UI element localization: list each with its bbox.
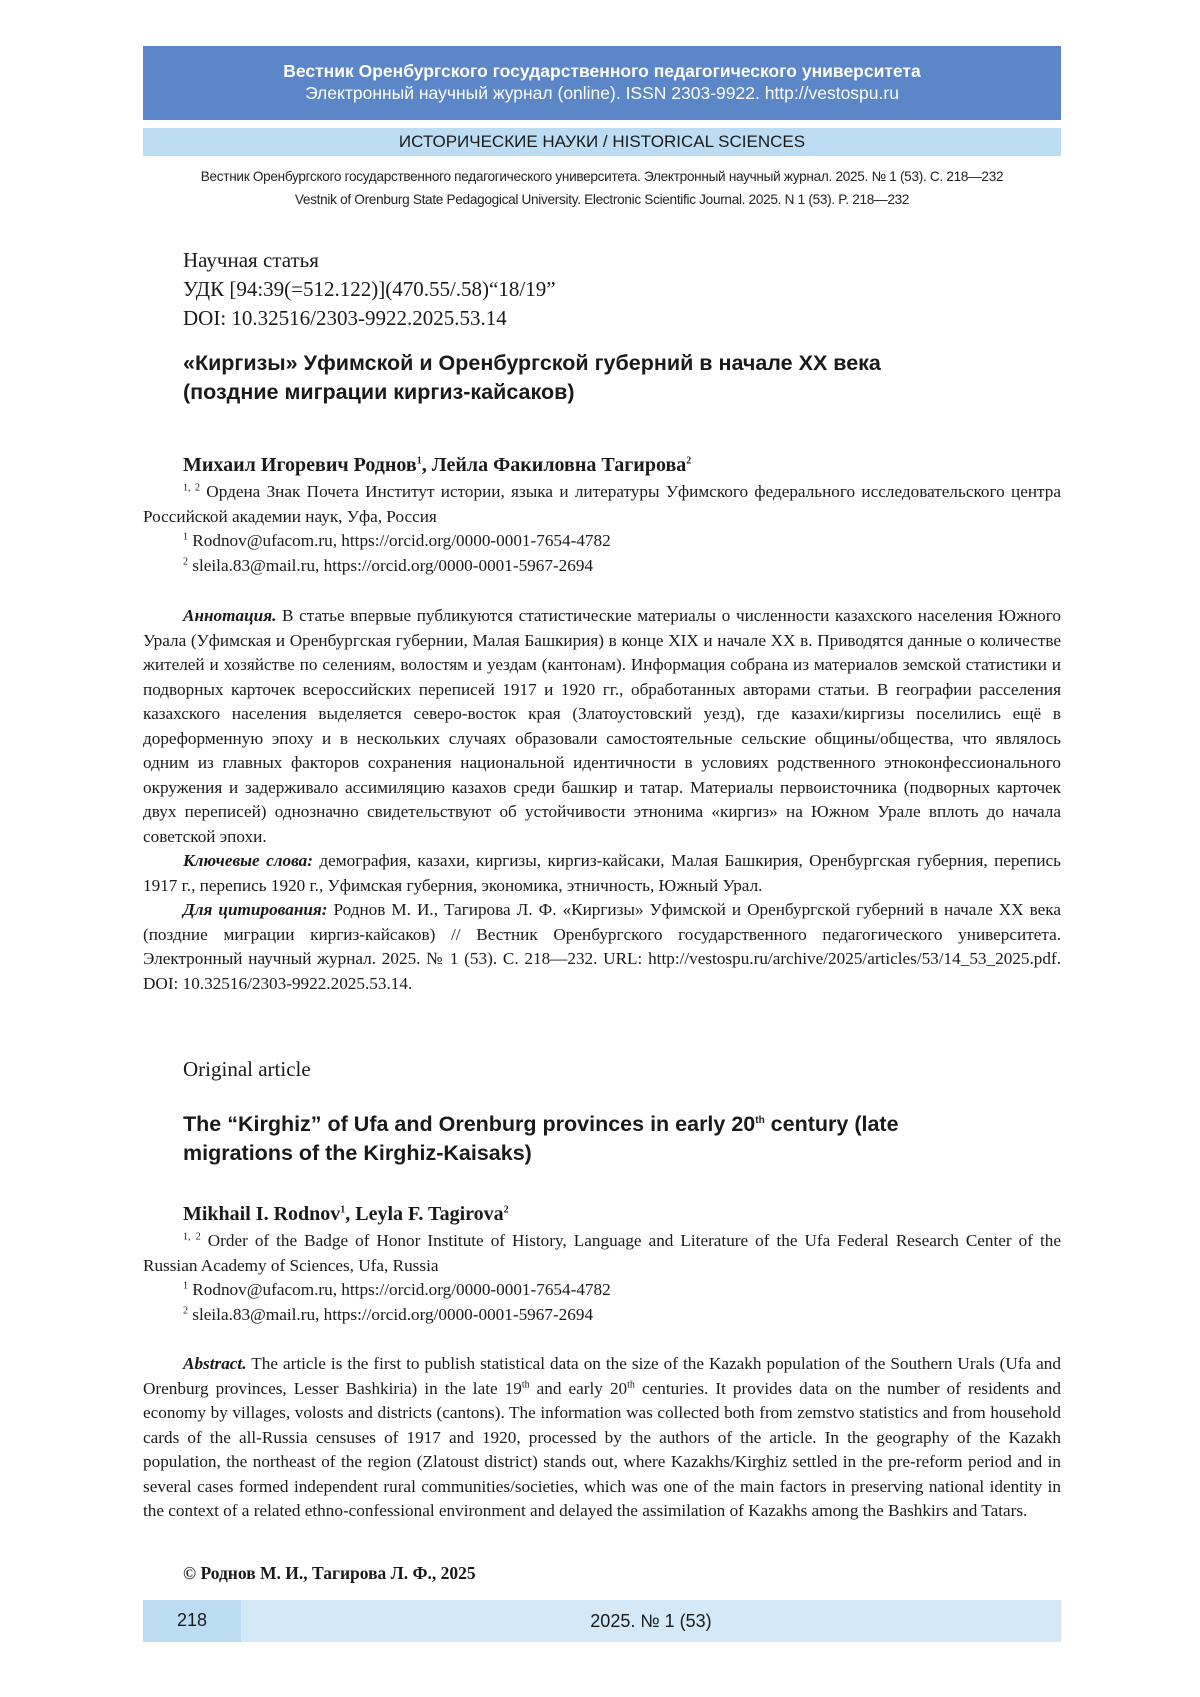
email-2-ru bbox=[143, 554, 1061, 579]
affiliation-sup: 1, 2 bbox=[183, 482, 200, 494]
author-2-ru: Лейла Факиловна Тагирова bbox=[431, 454, 687, 476]
udc: УДК [94:39(=512.122)](470.55/.58)“18/19” bbox=[183, 277, 556, 301]
citation-ru: Вестник Оренбургского государственного педагогического университета. Электронный научный журнал. 2025. № 1 (53). С. 218—232 bbox=[200, 169, 1004, 184]
email-2-text: sleila.83@mail.ru, https://orcid.org/0000-0001-5967-2694 bbox=[192, 555, 594, 575]
keywords-ru bbox=[143, 849, 1061, 898]
email-1-en-sup: 1 bbox=[183, 1280, 188, 1292]
affiliation-en-sup: 1, 2 bbox=[183, 1231, 201, 1243]
author-1-en: Mikhail I. Rodnov bbox=[183, 1203, 341, 1225]
abstract-label-en: Abstract. bbox=[183, 1354, 247, 1373]
cite-label-ru: Для цитирования: bbox=[183, 900, 328, 919]
doi: DOI: 10.32516/2303-9922.2025.53.14 bbox=[183, 306, 507, 330]
email-2-en-sup: 2 bbox=[183, 1304, 188, 1316]
title-ru-line1: «Киргизы» Уфимской и Оренбургской губерний в начале XX века bbox=[183, 351, 881, 375]
citation-en: Vestnik of Orenburg State Pedagogical University. Electronic Scientific Journal. 2025. N 1 (53). P. 218—232 bbox=[294, 192, 910, 207]
email-1-en-text: Rodnov@ufacom.ru, https://orcid.org/0000-0001-7654-4782 bbox=[192, 1280, 611, 1299]
abstract-text-ru: В статье впервые публикуются статистические материалы о численности казахского населения Южного Урала (Уфимская и Оренбургская губернии, Малая Башкирия) в конце XIX и начале XX в. Приводятся данные о количестве жителей и хозяйстве по селениям, волостям и уездам (кантонам). Информация собрана из материалов земской статистики и подворных карточек всероссийских переписей 1917 и 1920 гг., обработанных авторами статьи. В географии расселения казахского населения выделяется северо-восток края (Златоустовский уезд), где казахи/киргизы поселились ещё в дореформенную эпоху и в нескольких случаях образовали самостоятельные сельские общины/общества, что являлось одним из главных факторов сохранения национальной идентичности в условиях родственного этноконфессионального окружения и задерживало ассимиляцию казахов среди башкир и татар. Материалы первоисточника (подворных карточек двух переписей) однозначно свидетельствуют об устойчивости этнонима «киргиз» на Южном Урале вплоть до начала советской эпохи. bbox=[143, 606, 1061, 846]
author-2-sup: 2 bbox=[686, 455, 692, 467]
journal-header bbox=[143, 46, 1061, 120]
author-1-ru: Михаил Игоревич Роднов bbox=[183, 454, 417, 476]
affiliation-en bbox=[143, 1229, 1061, 1278]
author-1-sup: 1 bbox=[416, 455, 422, 467]
affiliation-text-ru: Ордена Знак Почета Институт истории, языка и литературы Уфимского федерального исследовательского центра Российской академии наук, Уфа, Россия bbox=[143, 482, 1061, 526]
journal-title: Вестник Оренбургского государственного педагогического университета bbox=[283, 61, 921, 81]
affiliation-block-en bbox=[143, 1229, 1061, 1327]
issue-label: 2025. № 1 (53) bbox=[590, 1611, 712, 1631]
citation-header bbox=[143, 165, 1061, 211]
email-1-ru bbox=[143, 529, 1061, 554]
abstract-block-ru bbox=[143, 604, 1061, 996]
keywords-label-ru: Ключевые слова: bbox=[183, 851, 313, 870]
affiliation-text-en: Order of the Badge of Honor Institute of History, Language and Literature of the Ufa Federal Research Center of the Russian Academy of Sciences, Ufa, Russia bbox=[143, 1231, 1061, 1275]
email-1-text: Rodnov@ufacom.ru, https://orcid.org/0000-0001-7654-4782 bbox=[192, 531, 611, 550]
citation-block-ru bbox=[143, 898, 1061, 996]
author-1-en-sup: 1 bbox=[340, 1204, 346, 1216]
affiliation-block-ru bbox=[143, 480, 1061, 578]
affiliation-ru bbox=[143, 480, 1061, 529]
author-separator: , bbox=[421, 454, 432, 476]
title-en-line2: migrations of the Kirghiz-Kaisaks) bbox=[183, 1141, 532, 1165]
keywords-text-ru: демография, казахи, киргизы, киргиз-кайсаки, Малая Башкирия, Оренбургская губерния, перепись 1917 г., перепись 1920 г., Уфимская губерния, экономика, этничность, Южный Урал. bbox=[143, 851, 1062, 895]
copyright: © Роднов М. И., Тагирова Л. Ф., 2025 bbox=[183, 1563, 476, 1583]
article-meta-ru bbox=[183, 246, 556, 333]
author-2-en-sup: 2 bbox=[503, 1204, 509, 1216]
title-ru-line2: (поздние миграции киргиз-кайсаков) bbox=[183, 380, 575, 404]
email-2-en bbox=[143, 1303, 1061, 1328]
article-type-ru: Научная статья bbox=[183, 248, 319, 272]
author-separator-en: , bbox=[345, 1203, 356, 1225]
abstract-en: Abstract. The article is the first to publish statistical data on the size of the Kazakh population of the Southern Urals (Ufa and Orenburg provinces, Lesser Bashkiria) in the late 19th and early 20th centuries. It provides data on the number of residents and economy by villages, volosts and districts (cantons). The information was collected both from zemstvo statistics and from household cards of the all-Russia censuses of 1917 and 1920, processed by the authors of the article. In the geography of the Kazakh population, the northeast of the region (Zlatoust district) stands out, where Kazakhs/Kirghiz settled in the pre-reform period and in several cases formed independent rural communities/societies, which was one of the main factors in preserving national identity in the context of a related ethno-confessional environment and delayed the assimilation of Kazakhs among the Bashkirs and Tatars. bbox=[143, 1354, 1061, 1520]
page-number: 218 bbox=[143, 1600, 241, 1642]
article-title-en bbox=[183, 1110, 1043, 1168]
email-2-en-text: sleila.83@mail.ru, https://orcid.org/0000-0001-5967-2694 bbox=[192, 1304, 594, 1324]
cite-text-ru: Роднов М. И., Тагирова Л. Ф. «Киргизы» Уфимской и Оренбургской губерний в начале XX века (поздние миграции киргиз-кайсаков) // Вестник Оренбургского государственного педагогического университета. Электронный научный журнал. 2025. № 1 (53). С. 218—232. URL: http://vestospu.ru/archive/2025/articles/53/14_53_2025.pdf. DOI: 10.32516/2303-9922.2025.53.14. bbox=[143, 900, 1062, 993]
title-en-line1: The “Kirghiz” of Ufa and Orenburg provinces in early 20th century (late bbox=[183, 1112, 899, 1136]
email-2-sup: 2 bbox=[183, 555, 188, 567]
section-label: ИСТОРИЧЕСКИЕ НАУКИ / HISTORICAL SCIENCES bbox=[143, 128, 1061, 156]
authors-en bbox=[183, 1201, 509, 1227]
article-type-en: Original article bbox=[183, 1057, 311, 1081]
abstract-block-en bbox=[143, 1352, 1061, 1524]
article-title-ru bbox=[183, 349, 1043, 407]
authors-ru bbox=[183, 452, 691, 478]
email-1-en bbox=[143, 1278, 1061, 1303]
email-1-sup: 1 bbox=[183, 531, 188, 543]
abstract-label-ru: Аннотация. bbox=[183, 606, 277, 625]
journal-subtitle: Электронный научный журнал (online). ISSN 2303-9922. http://vestospu.ru bbox=[305, 83, 899, 103]
author-2-en: Leyla F. Tagirova bbox=[355, 1203, 504, 1225]
abstract-ru bbox=[143, 604, 1061, 849]
page-footer bbox=[143, 1600, 1061, 1642]
